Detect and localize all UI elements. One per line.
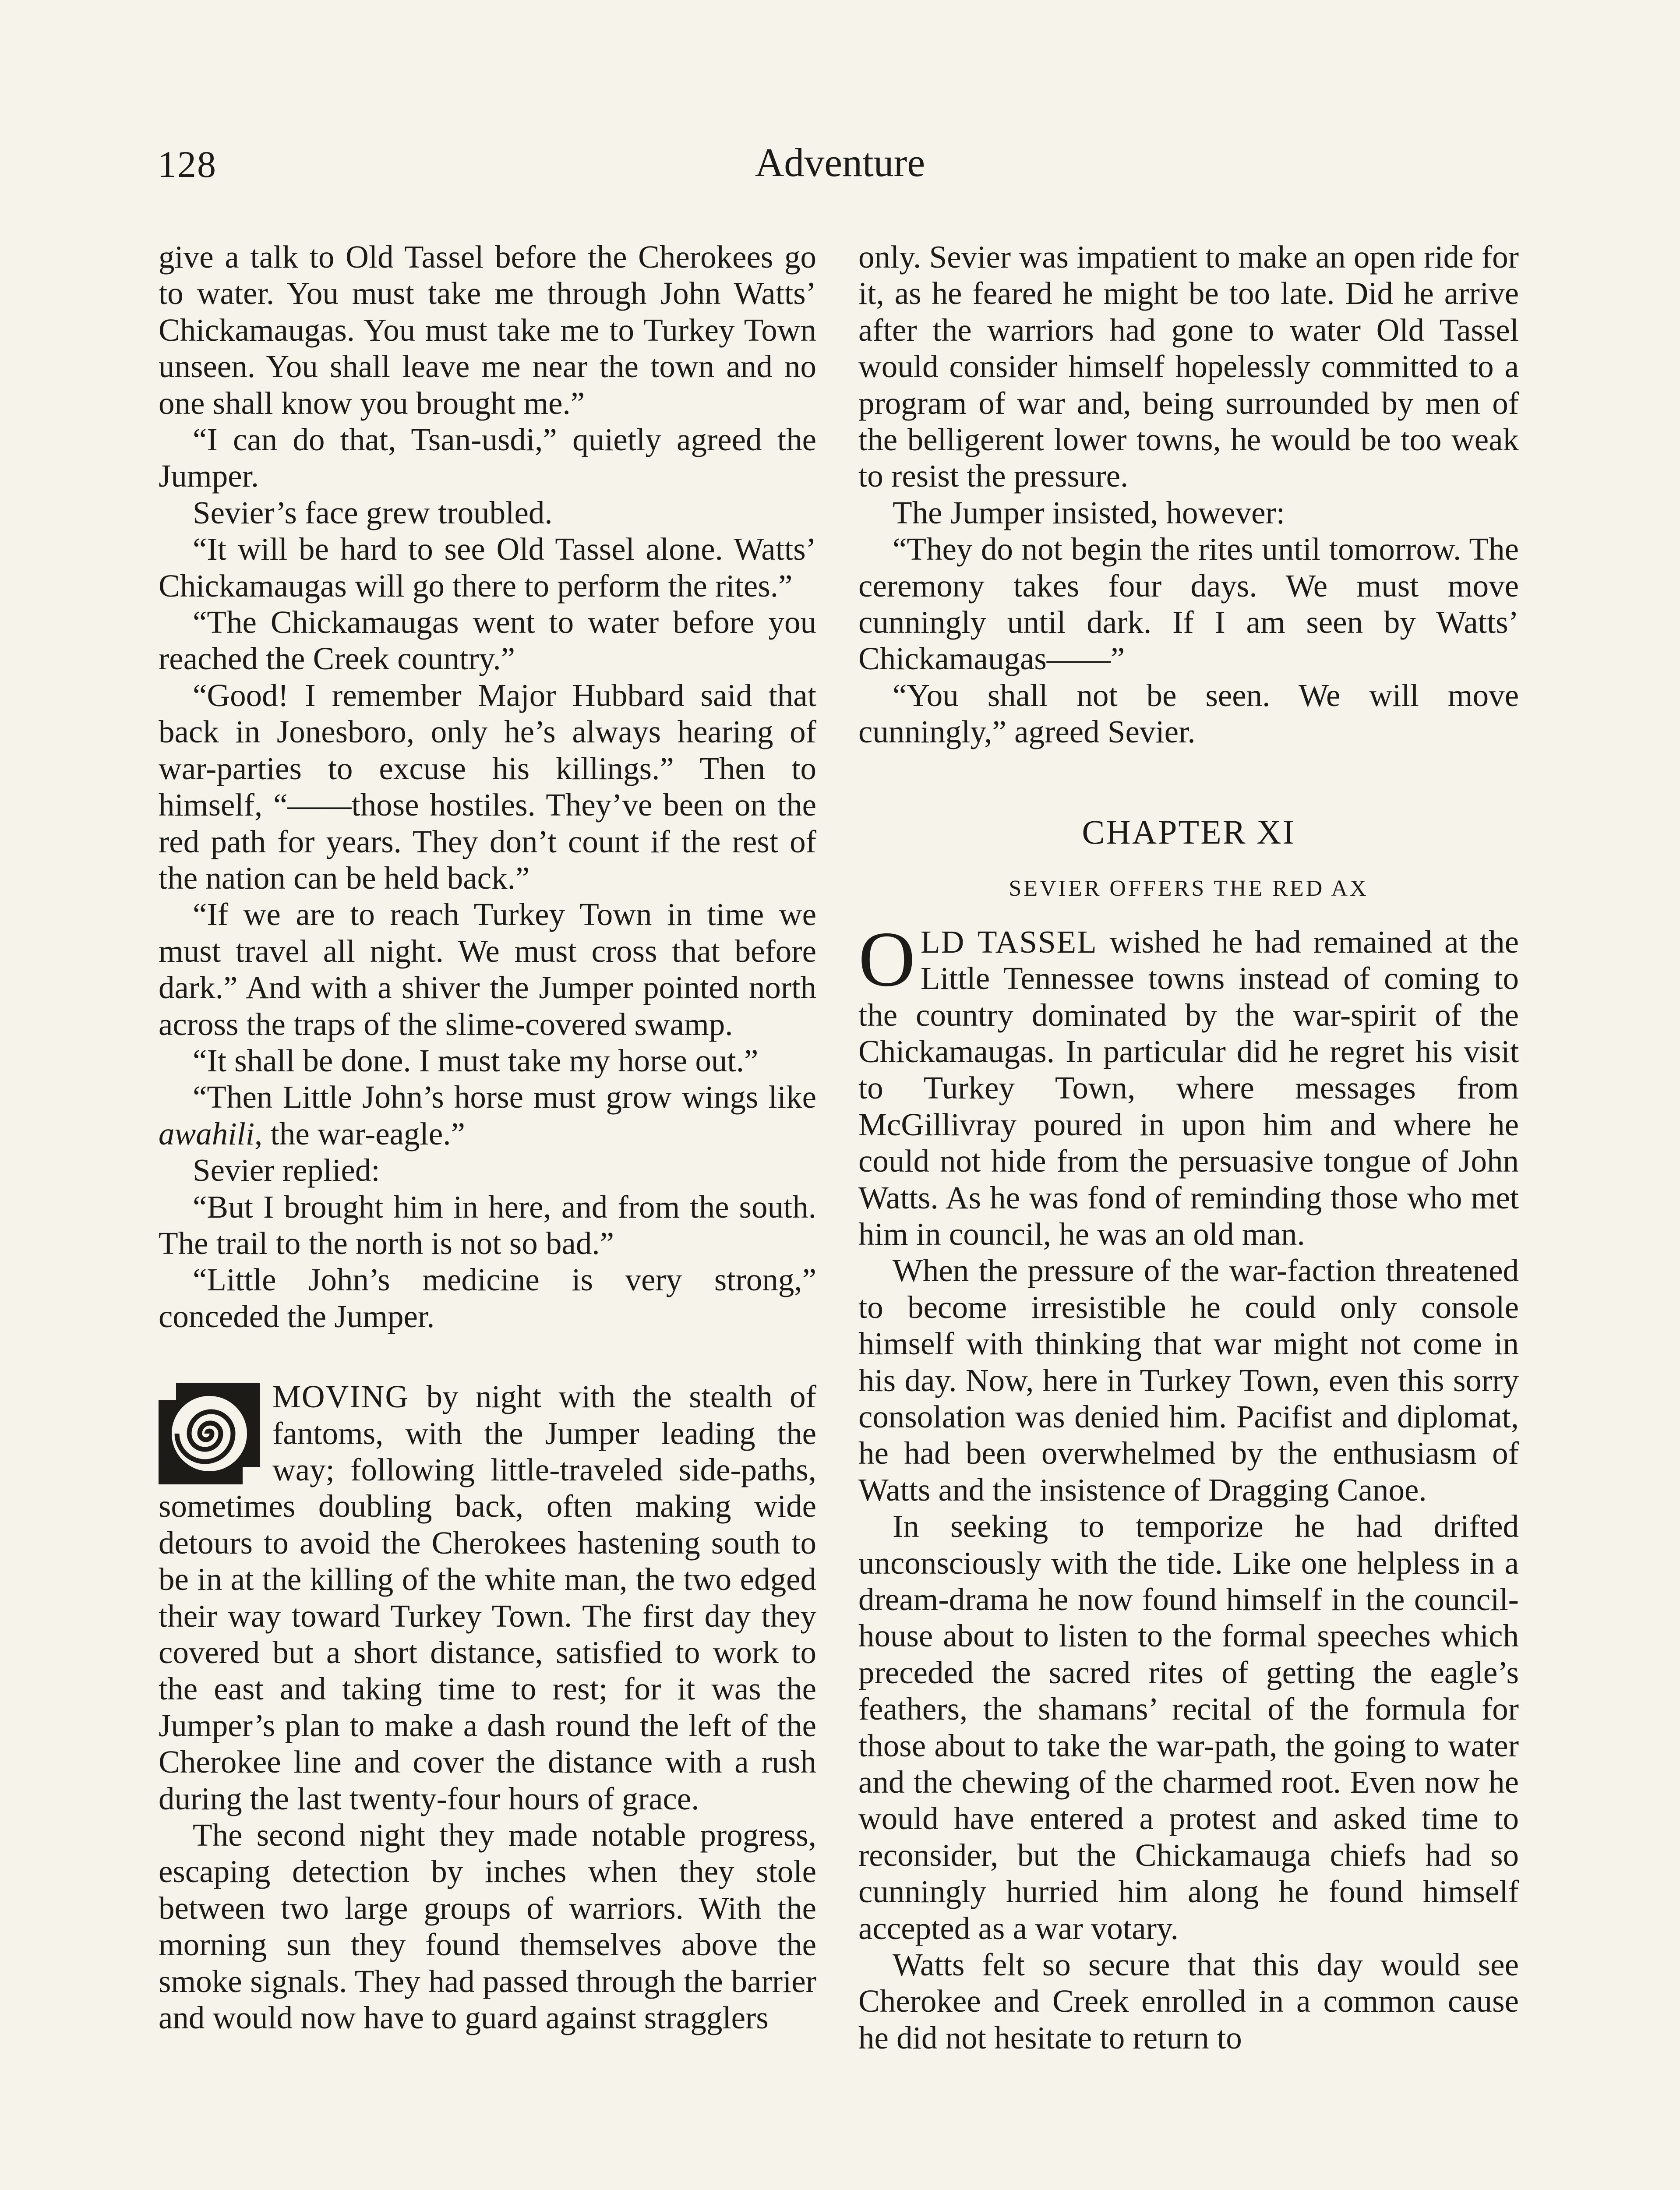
- section-break-paragraph: [159, 1378, 816, 1817]
- paragraph: “Good! I remember Major Hubbard said that back in Jonesboro, only he’s always hearing of war-parties to excuse his killings.” Then to himself, “——those hostiles. They’ve been on the red path for years. They don’t count if the rest of the nation can be held back.”: [159, 677, 816, 896]
- paragraph: give a talk to Old Tassel before the Cherokees go to water. You must take me through John Watts’ Chickamaugas. You must take me to Turkey Town unseen. You shall leave me near the town and no one shall know you brought me.”: [159, 239, 816, 421]
- paragraph: Sevier replied:: [193, 1152, 380, 1188]
- lead-word: MOVING: [272, 1379, 409, 1415]
- paragraph: “You shall not be seen. We will move cunningly,” agreed Sevier.: [858, 677, 1519, 750]
- text-run: wished he had remained at the Little Tennessee towns instead of coming to the country dominated by the war-spirit of the Chickamaugas. In particular did he regret his visit to Turkey Town, where messages from McGillivray poured in upon him and where he could not hide from the persuasive tongue of John Watts. As he was fond of reminding those who met him in council, he was an old man.: [858, 924, 1519, 1252]
- page-number: 128: [158, 143, 217, 185]
- opening-caps: LD TASSEL: [921, 924, 1098, 960]
- paragraph: “Little John’s medicine is very strong,” conceded the Jumper.: [159, 1262, 816, 1334]
- paragraph: only. Sevier was impatient to make an open ride for it, as he feared he might be too late. Did he arrive after the warriors had gone to water Old Tassel would consider himself hopelessly committed to a program of war and, being surrounded by men of the belligerent lower towns, he would be too weak to resist the pressure.: [858, 239, 1519, 494]
- paragraph: “The Chickamaugas went to water before you reached the Creek country.”: [159, 604, 816, 677]
- chapter-opening-paragraph: [858, 915, 1519, 1253]
- text-run: by night with the stealth of fantoms, with the Jumper leading the way; following little-traveled side-paths, sometimes doubling back, often making wide detours to avoid the Cherokees hastening south to be in at the killing of the white man, the two edged their way toward Turkey Town. The first day they covered but a short distance, satisfied to work to the east and taking time to rest; for it was the Jumper’s plan to make a dash round the left of the Cherokee line and cover the distance with a rush during the last twenty-four hours of grace.: [159, 1379, 816, 1816]
- paragraph: “It will be hard to see Old Tassel alone. Watts’ Chickamaugas will go there to perform the rites.”: [159, 531, 816, 604]
- drop-cap: O: [858, 915, 915, 1003]
- italic-word: awahili: [159, 1116, 255, 1152]
- paragraph: “I can do that, Tsan-usdi,” quietly agreed the Jumper.: [159, 422, 816, 494]
- paragraph: “But I brought him in here, and from the south. The trail to the north is not so bad.”: [159, 1189, 816, 1261]
- text-run: , the war-eagle.”: [254, 1116, 465, 1152]
- paragraph: “They do not begin the rites until tomorrow. The ceremony takes four days. We must move cunningly until dark. If I am seen by Watts’ Chickamaugas——”: [858, 531, 1519, 677]
- text-run: “Then Little John’s horse must grow wings like: [193, 1079, 816, 1115]
- right-column: [858, 239, 1519, 2056]
- paragraph: The second night they made notable progress, escaping detection by inches when they stole between two large groups of warriors. With the morning sun they found themselves above the smoke signals. They had passed through the barrier and would now have to guard against stragglers: [159, 1817, 816, 2036]
- left-column: [159, 239, 816, 2036]
- paragraph: When the pressure of the war-faction threatened to become irresistible he could only console himself with thinking that war might not come in his day. Now, here in Turkey Town, even this sorry consolation was denied him. Pacifist and diplomat, he had been overwhelmed by the enthusiasm of Watts and the insistence of Dragging Canoe.: [858, 1253, 1519, 1508]
- paragraph: “It shall be done. I must take my horse out.”: [193, 1042, 759, 1078]
- paragraph: [159, 1079, 816, 1152]
- paragraph: Watts felt so secure that this day would see Cherokee and Creek enrolled in a common cause he did not hesitate to return to: [858, 1947, 1519, 2056]
- paragraph: In seeking to temporize he had drifted unconsciously with the tide. Like one helpless in a dream-drama he now found himself in the council-house about to listen to the formal speeches which preceded the sacred rites of getting the eagle’s feathers, the shamans’ recital of the formula for those about to take the war-path, the going to water and the chewing of the charmed root. Even now he would have entered a protest and asked time to reconsider, but the Chickamauga chiefs had so cunningly hurried him along he found himself accepted as a war votary.: [858, 1508, 1519, 1946]
- running-head: Adventure: [755, 140, 925, 185]
- spiral-ornament-icon: [159, 1383, 260, 1484]
- paragraph: Sevier’s face grew troubled.: [193, 495, 553, 530]
- paragraph: The Jumper insisted, however:: [893, 495, 1285, 530]
- paragraph: “If we are to reach Turkey Town in time we must travel all night. We must cross that before dark.” And with a shiver the Jumper pointed north across the traps of the slime-covered swamp.: [159, 897, 816, 1042]
- chapter-subtitle: SEVIER OFFERS THE RED AX: [1009, 876, 1369, 901]
- chapter-title: CHAPTER XI: [1082, 812, 1295, 851]
